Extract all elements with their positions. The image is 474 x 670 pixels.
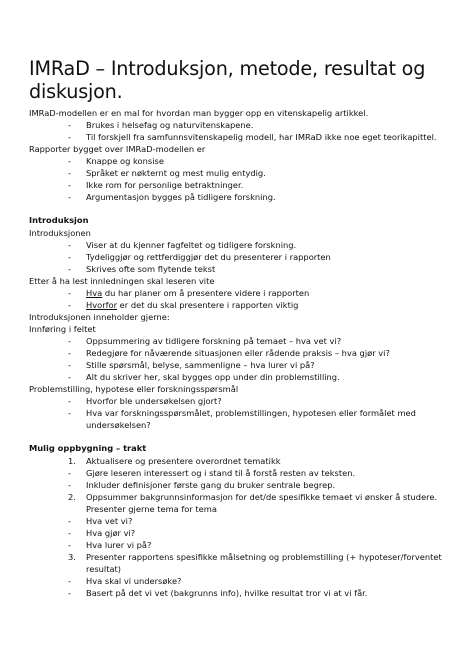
bullet-marker: - xyxy=(68,240,71,250)
underlined-word: Hvorfor xyxy=(86,300,118,310)
problem-line: Problemstilling, hypotese eller forskningsspørsmål xyxy=(29,384,239,394)
bullet-marker: - xyxy=(68,120,71,130)
bullet-marker: - xyxy=(68,132,71,142)
section-heading-trakt: Mulig oppbygning – trakt xyxy=(29,443,147,453)
bullet-item: Alt du skriver her, skal bygges opp under din problemstilling. xyxy=(86,372,340,382)
bullet-item: Hva var forskningsspørsmålet, problemstillingen, hypotesen eller formålet med xyxy=(86,408,416,418)
number-marker: 2. xyxy=(68,492,76,502)
bullet-item xyxy=(86,288,309,299)
bullet-marker: - xyxy=(68,348,71,358)
numbered-item-continuation: Presenter gjerne tema for tema xyxy=(86,504,217,514)
section-heading-introduksjon: Introduksjon xyxy=(29,215,89,225)
number-marker: 3. xyxy=(68,552,76,562)
bullet-item: Skrives ofte som flytende tekst xyxy=(86,264,216,274)
bullet-marker: - xyxy=(68,576,71,586)
bullet-marker: - xyxy=(68,588,71,598)
bullet-item: Hva skal vi undersøke? xyxy=(86,576,182,586)
bullet-marker: - xyxy=(68,156,71,166)
bullet-marker: - xyxy=(68,252,71,262)
bullet-item: Inkluder definisjoner første gang du bruker sentrale begrep. xyxy=(86,480,336,490)
bullet-marker: - xyxy=(68,540,71,550)
bullet-continuation: undersøkelsen? xyxy=(86,420,151,430)
bullet-text: du har planer om å presentere videre i rapporten xyxy=(102,288,310,298)
underlined-word: Hva xyxy=(86,288,103,298)
bullet-marker: - xyxy=(68,360,71,370)
subheading: Introduksjonen xyxy=(29,228,91,238)
bullet-marker: - xyxy=(68,372,71,382)
bullet-marker: - xyxy=(68,264,71,274)
bullet-marker: - xyxy=(68,192,71,202)
bullet-marker: - xyxy=(68,180,71,190)
bullet-marker: - xyxy=(68,528,71,538)
bullet-item: Basert på det vi vet (bakgrunns info), hvilke resultat tror vi at vi får. xyxy=(86,588,368,598)
bullet-marker: - xyxy=(68,480,71,490)
bullet-item: Til forskjell fra samfunnsvitenskapelig modell, har IMRaD ikke noe eget teorikapittel. xyxy=(86,132,437,142)
bullet-item xyxy=(86,300,298,311)
bullet-item: Hva lurer vi på? xyxy=(86,540,152,550)
bullet-item: Argumentasjon bygges på tidligere forskning. xyxy=(86,192,276,202)
intro-line: IMRaD-modellen er en mal for hvordan man bygger opp en vitenskapelig artikkel. xyxy=(29,108,369,118)
bullet-marker: - xyxy=(68,516,71,526)
numbered-item: Presenter rapportens spesifikke målsetning og problemstilling (+ hypoteser/forventet xyxy=(86,552,442,562)
bullet-marker: - xyxy=(68,168,71,178)
bullet-marker: - xyxy=(68,300,71,310)
bullet-marker: - xyxy=(68,336,71,346)
numbered-item: Oppsummer bakgrunnsinformasjon for det/de spesifikke temaet vi ønsker å studere. xyxy=(86,492,438,502)
bullet-item: Oppsummering av tidligere forskning på temaet – hva vet vi? xyxy=(86,336,342,346)
bullet-item: Stille spørsmål, belyse, sammenligne – hva lurer vi på? xyxy=(86,360,315,370)
bullet-item: Redegjøre for nåværende situasjonen eller rådende praksis – hva gjør vi? xyxy=(86,348,390,358)
page-title: IMRaD – Introduksjon, metode, resultat og diskusjon. xyxy=(29,57,426,103)
numbered-item-continuation: resultat) xyxy=(86,564,122,574)
bullet-item: Hva vet vi? xyxy=(86,516,133,526)
bullet-item: Brukes i helsefag og naturvitenskapene. xyxy=(86,120,254,130)
bullet-item: Knappe og konsise xyxy=(86,156,164,166)
bullet-marker: - xyxy=(68,468,71,478)
bullet-item: Viser at du kjenner fagfeltet og tidligere forskning. xyxy=(86,240,297,250)
after-line: Etter å ha lest innledningen skal leseren vite xyxy=(29,276,215,286)
innforing-line: Innføring i feltet xyxy=(29,324,96,334)
bullet-marker: - xyxy=(68,288,71,298)
bullet-item: Ikke rom for personlige betraktninger. xyxy=(86,180,244,190)
contains-line: Introduksjonen inneholder gjerne: xyxy=(29,312,170,322)
bullet-marker: - xyxy=(68,396,71,406)
reports-line: Rapporter bygget over IMRaD-modellen er xyxy=(29,144,206,154)
numbered-item: Aktualisere og presentere overordnet tematikk xyxy=(86,456,281,466)
number-marker: 1. xyxy=(68,456,76,466)
bullet-marker: - xyxy=(68,408,71,418)
bullet-item: Tydeliggjør og rettferdiggjør det du presenterer i rapporten xyxy=(86,252,331,262)
bullet-item: Hvorfor ble undersøkelsen gjort? xyxy=(86,396,222,406)
bullet-text: er det du skal presentere i rapporten viktig xyxy=(117,300,299,310)
bullet-item: Hva gjør vi? xyxy=(86,528,136,538)
bullet-item: Språket er nøkternt og mest mulig entydig. xyxy=(86,168,266,178)
bullet-item: Gjøre leseren interessert og i stand til å forstå resten av teksten. xyxy=(86,468,356,478)
